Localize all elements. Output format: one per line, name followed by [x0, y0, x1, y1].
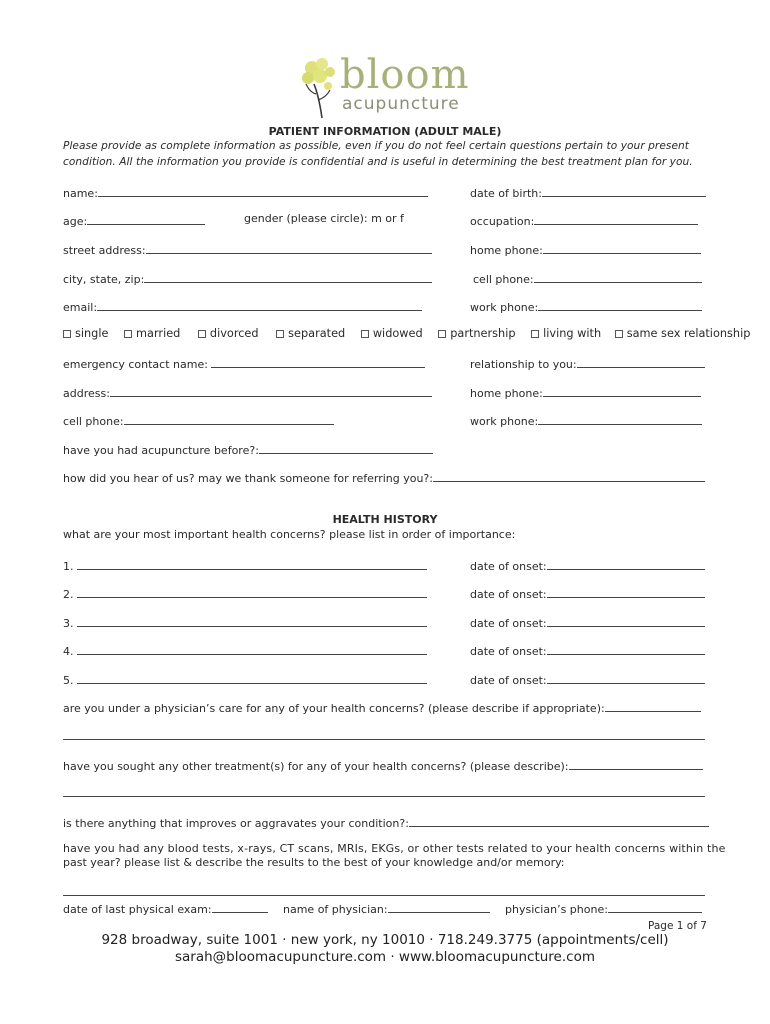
other-treatment-field[interactable] [63, 757, 703, 773]
street-field[interactable] [63, 241, 432, 257]
street-label: street address: [63, 244, 146, 257]
checkbox-icon[interactable] [63, 330, 71, 338]
emergency-cell-phone-field[interactable] [63, 412, 334, 428]
checkbox-icon[interactable] [124, 330, 132, 338]
status-label: same sex relationship [626, 327, 751, 340]
gender-field[interactable]: gender (please circle): m or f [244, 212, 404, 225]
occupation-field[interactable] [470, 212, 698, 228]
onset-1-field[interactable] [470, 557, 705, 573]
name-field[interactable] [63, 184, 428, 200]
page-title: PATIENT INFORMATION (ADULT MALE) [268, 125, 502, 138]
concerns-prompt: what are your most important health concerns? please list in order of importance: [63, 528, 516, 541]
checkbox-icon[interactable] [198, 330, 206, 338]
physician-phone-label: physician’s phone: [505, 903, 608, 916]
status-living-with[interactable] [531, 327, 601, 340]
status-label: separated [288, 327, 346, 340]
cell-phone-label: cell phone: [473, 273, 534, 286]
last-exam-label: date of last physical exam: [63, 903, 212, 916]
status-same-sex[interactable] [615, 327, 751, 340]
onset-2-field[interactable] [470, 585, 705, 601]
physician-name-label: name of physician: [283, 903, 388, 916]
onset-label: date of onset: [470, 617, 547, 630]
status-separated[interactable] [276, 327, 345, 340]
emergency-address-field[interactable] [63, 384, 432, 400]
intro-line-1: Please provide as complete information as possible, even if you do not feel certain questions pertain to your present [63, 140, 689, 152]
onset-label: date of onset: [470, 560, 547, 573]
checkbox-icon[interactable] [615, 330, 623, 338]
relationship-field[interactable] [470, 355, 705, 371]
relationship-label: relationship to you: [470, 358, 577, 371]
emergency-work-phone-label: work phone: [470, 415, 539, 428]
last-exam-field[interactable] [63, 900, 268, 916]
emergency-name-field[interactable] [63, 355, 425, 371]
logo-wordmark: bloom [340, 52, 470, 98]
dob-field[interactable] [470, 184, 706, 200]
had-acupuncture-label: have you had acupuncture before?: [63, 444, 259, 457]
onset-4-field[interactable] [470, 642, 705, 658]
emergency-work-phone-field[interactable] [470, 412, 702, 428]
flower-icon [300, 54, 344, 120]
emergency-home-phone-field[interactable] [470, 384, 701, 400]
checkbox-icon[interactable] [276, 330, 284, 338]
status-single[interactable] [63, 327, 108, 340]
footer-address: 928 broadway, suite 1001 · new york, ny 10010 · 718.249.3775 (appointments/cell) [101, 932, 669, 948]
cell-phone-field[interactable] [473, 270, 702, 286]
status-widowed[interactable] [361, 327, 423, 340]
city-field[interactable] [63, 270, 432, 286]
page-number: Page 1 of 7 [648, 920, 707, 932]
status-married[interactable] [124, 327, 180, 340]
concern-2-field[interactable] [63, 585, 427, 601]
checkbox-icon[interactable] [531, 330, 539, 338]
home-phone-field[interactable] [470, 241, 701, 257]
work-phone-label: work phone: [470, 301, 539, 314]
marital-status-options [63, 327, 750, 340]
physician-name-field[interactable] [283, 900, 490, 916]
onset-label: date of onset: [470, 588, 547, 601]
name-label: name: [63, 187, 98, 200]
tests-line-2: past year? please list & describe the results to the best of your knowledge and/or memory: [63, 856, 565, 869]
age-field[interactable] [63, 212, 205, 228]
concern-5-field[interactable] [63, 671, 427, 687]
concern-number: 5. [63, 674, 74, 687]
concern-number: 1. [63, 560, 74, 573]
concern-number: 3. [63, 617, 74, 630]
city-label: city, state, zip: [63, 273, 145, 286]
emergency-cell-phone-label: cell phone: [63, 415, 124, 428]
occupation-label: occupation: [470, 215, 535, 228]
status-label: partnership [450, 327, 516, 340]
status-label: living with [543, 327, 602, 340]
other-treatment-line[interactable] [63, 796, 705, 797]
physician-care-line[interactable] [63, 739, 705, 740]
concern-number: 4. [63, 645, 74, 658]
checkbox-icon[interactable] [438, 330, 446, 338]
physician-care-field[interactable] [63, 699, 701, 715]
concern-3-field[interactable] [63, 614, 427, 630]
status-divorced[interactable] [198, 327, 259, 340]
concern-4-field[interactable] [63, 642, 427, 658]
concern-number: 2. [63, 588, 74, 601]
email-field[interactable] [63, 298, 422, 314]
footer-contact: sarah@bloomacupuncture.com · www.bloomacupuncture.com [175, 949, 595, 965]
tests-line[interactable] [63, 895, 705, 896]
onset-3-field[interactable] [470, 614, 705, 630]
onset-label: date of onset: [470, 674, 547, 687]
physician-phone-field[interactable] [505, 900, 702, 916]
status-label: married [136, 327, 181, 340]
emergency-home-phone-label: home phone: [470, 387, 543, 400]
concern-1-field[interactable] [63, 557, 427, 573]
status-partnership[interactable] [438, 327, 515, 340]
onset-5-field[interactable] [470, 671, 705, 687]
heard-of-us-field[interactable] [63, 469, 705, 485]
onset-label: date of onset: [470, 645, 547, 658]
checkbox-icon[interactable] [361, 330, 369, 338]
emergency-name-label: emergency contact name: [63, 358, 208, 371]
had-acupuncture-field[interactable] [63, 441, 433, 457]
tests-line-1: have you had any blood tests, x-rays, CT scans, MRIs, EKGs, or other tests related to your health concerns within the [63, 842, 726, 855]
improves-field[interactable] [63, 814, 709, 830]
logo [300, 50, 470, 120]
heard-of-us-label: how did you hear of us? may we thank someone for referring you?: [63, 472, 433, 485]
dob-label: date of birth: [470, 187, 542, 200]
improves-label: is there anything that improves or aggravates your condition?: [63, 817, 409, 830]
physician-care-label: are you under a physician’s care for any of your health concerns? (please describe if appropriate): [63, 702, 605, 715]
other-treatment-label: have you sought any other treatment(s) for any of your health concerns? (please describe): [63, 760, 569, 773]
work-phone-field[interactable] [470, 298, 702, 314]
intro-line-2: condition. All the information you provide is confidential and is useful in determining the best treatment plan for you. [63, 156, 693, 168]
health-history-title: HEALTH HISTORY [332, 513, 438, 526]
age-label: age: [63, 215, 88, 228]
status-label: divorced [209, 327, 259, 340]
status-label: single [75, 327, 109, 340]
logo-subtitle: acupuncture [342, 94, 460, 114]
email-label: email: [63, 301, 98, 314]
home-phone-label: home phone: [470, 244, 543, 257]
emergency-address-label: address: [63, 387, 110, 400]
status-label: widowed [372, 327, 423, 340]
